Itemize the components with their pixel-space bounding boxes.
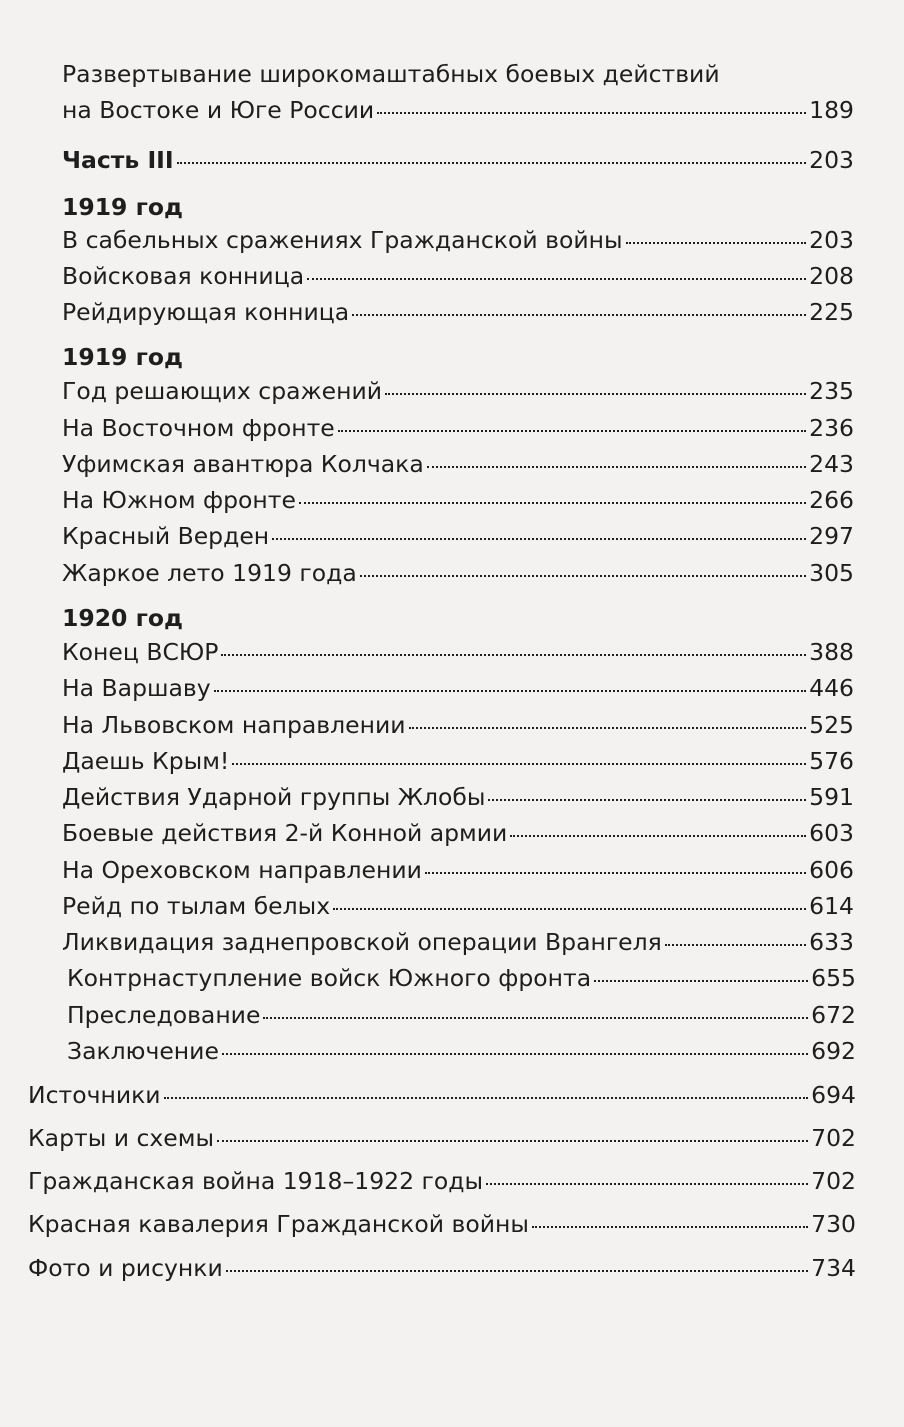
toc-entry [62, 779, 854, 815]
toc-page-number: 694 [811, 1081, 856, 1109]
toc-page-number: 446 [809, 674, 854, 702]
leader-dots [222, 1053, 808, 1055]
toc-page-number: 576 [809, 747, 854, 775]
toc-entry-title: Ликвидация заднепровской операции Врангеля [62, 928, 662, 956]
toc-page-number: 266 [809, 486, 854, 514]
toc-page-number: 203 [809, 226, 854, 254]
toc-page-number: 655 [811, 964, 856, 992]
toc-entry-title: Войсковая конница [62, 262, 305, 290]
toc-page-number: 702 [811, 1124, 856, 1152]
toc-entry [62, 634, 854, 670]
toc-page-number: 236 [809, 414, 854, 442]
toc-entry [62, 743, 854, 779]
leader-dots [226, 1270, 808, 1272]
toc-entry [62, 92, 854, 128]
toc-page-number: 305 [809, 559, 854, 587]
toc-entry-title: Даешь Крым! [62, 747, 230, 775]
toc-entry-title: Источники [28, 1081, 161, 1109]
toc-entry-title: Красный Верден [62, 522, 270, 550]
toc-page-number: 692 [811, 1037, 856, 1065]
toc-entry [62, 888, 854, 924]
leader-dots [299, 502, 806, 504]
leader-dots [626, 242, 807, 244]
toc-entry [67, 960, 856, 996]
toc-page-number: 208 [809, 262, 854, 290]
toc-entry-title: На Варшаву [62, 674, 211, 702]
toc-entry-title: Развертывание широкомаштабных боевых действий [62, 60, 720, 88]
section-heading: 1919 год [62, 343, 183, 371]
toc-entry-title: Боевые действия 2-й Конной армии [62, 819, 508, 847]
toc-entry [62, 294, 854, 330]
toc-entry [62, 518, 854, 554]
toc-entry [62, 924, 854, 960]
toc-entry [62, 670, 854, 706]
toc-page-number: 189 [809, 96, 854, 124]
leader-dots [177, 162, 806, 164]
leader-dots [427, 466, 806, 468]
toc-entry [62, 815, 854, 851]
leader-dots [333, 908, 806, 910]
toc-entry-title: Красная кавалерия Гражданской войны [28, 1210, 529, 1238]
toc-entry [28, 1206, 856, 1242]
toc-page-number: 225 [809, 298, 854, 326]
leader-dots [385, 393, 806, 395]
toc-page-number: 633 [809, 928, 854, 956]
toc-entry-title: Жаркое лето 1919 года [62, 559, 357, 587]
toc-entry [62, 707, 854, 743]
leader-dots [263, 1017, 808, 1019]
leader-dots [307, 278, 806, 280]
leader-dots [486, 1183, 808, 1185]
leader-dots [272, 538, 806, 540]
leader-dots [665, 944, 806, 946]
section-heading: 1920 год [62, 604, 183, 632]
toc-entry [62, 56, 854, 92]
leader-dots [164, 1097, 809, 1099]
toc-page-number: 603 [809, 819, 854, 847]
toc-entry [62, 555, 854, 591]
leader-dots [425, 872, 806, 874]
toc-entry-title: Гражданская война 1918–1922 годы [28, 1167, 484, 1195]
toc-entry [28, 1077, 856, 1113]
toc-entry-title: В сабельных сражениях Гражданской войны [62, 226, 623, 254]
toc-entry-title: На Южном фронте [62, 486, 296, 514]
leader-dots [232, 763, 806, 765]
leader-dots [352, 314, 806, 316]
toc-entry [67, 1033, 856, 1069]
toc-entry-title: На Ореховском направлении [62, 856, 422, 884]
toc-page-number: 734 [811, 1254, 856, 1282]
toc-entry [62, 446, 854, 482]
toc-page-number: 730 [811, 1210, 856, 1238]
toc-entry [28, 1120, 856, 1156]
toc-entry [62, 258, 854, 294]
leader-dots [532, 1226, 808, 1228]
toc-entry-title: Карты и схемы [28, 1124, 215, 1152]
leader-dots [214, 690, 806, 692]
toc-entry-title: На Восточном фронте [62, 414, 335, 442]
toc-entry [62, 373, 854, 409]
toc-entry-title: Действия Ударной группы Жлобы [62, 783, 486, 811]
toc-page-number: 203 [809, 146, 854, 174]
toc-entry-title: Контрнаступление войск Южного фронта [67, 964, 592, 992]
toc-entry [62, 482, 854, 518]
toc-entry-title: На Львовском направлении [62, 711, 406, 739]
toc-entry [67, 997, 856, 1033]
toc-entry-title: Преследование [67, 1001, 261, 1029]
toc-entry [62, 222, 854, 258]
toc-part [62, 142, 854, 178]
toc-entry-title: Год решающих сражений [62, 377, 383, 405]
toc-entry-title: на Востоке и Юге России [62, 96, 375, 124]
toc-entry-title: Уфимская авантюра Колчака [62, 450, 424, 478]
leader-dots [221, 654, 806, 656]
leader-dots [338, 430, 806, 432]
toc-entry [62, 410, 854, 446]
toc-entry [62, 852, 854, 888]
toc-page-number: 388 [809, 638, 854, 666]
toc-entry [28, 1250, 856, 1286]
toc-page-number: 235 [809, 377, 854, 405]
toc-page-number: 297 [809, 522, 854, 550]
leader-dots [360, 575, 806, 577]
leader-dots [488, 799, 806, 801]
toc-entry-title: Фото и рисунки [28, 1254, 223, 1282]
toc-page-number: 525 [809, 711, 854, 739]
leader-dots [510, 835, 806, 837]
toc-page-number: 591 [809, 783, 854, 811]
toc-entry-title: Рейд по тылам белых [62, 892, 331, 920]
leader-dots [377, 112, 806, 114]
toc-page-number: 606 [809, 856, 854, 884]
leader-dots [409, 727, 807, 729]
toc-entry-title: Конец ВСЮР [62, 638, 219, 666]
toc-entry-title: Рейдирующая конница [62, 298, 350, 326]
leader-dots [217, 1140, 808, 1142]
toc-page-number: 672 [811, 1001, 856, 1029]
toc-entry-title: Заключение [67, 1037, 219, 1065]
toc-page-number: 702 [811, 1167, 856, 1195]
toc-page-number: 614 [809, 892, 854, 920]
section-heading: 1919 год [62, 193, 183, 221]
toc-page-number: 243 [809, 450, 854, 478]
leader-dots [594, 980, 808, 982]
toc-entry [28, 1163, 856, 1199]
toc-part-title: Часть III [62, 146, 174, 174]
